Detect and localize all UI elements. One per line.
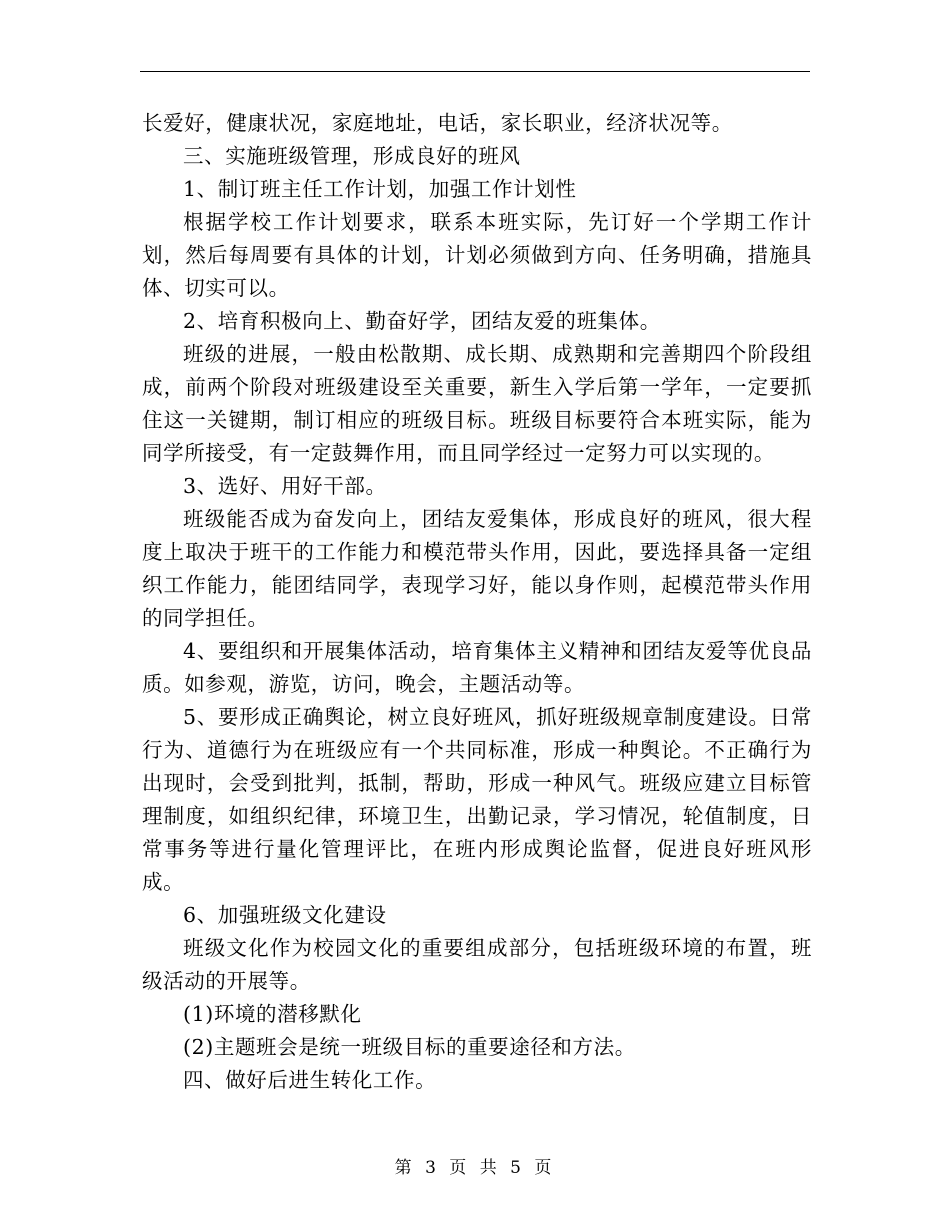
section-heading: 四、做好后进生转化工作。	[183, 1068, 437, 1092]
list-item: (2)主题班会是统一班级目标的重要途径和方法。	[183, 1035, 636, 1059]
paragraph: 4、要组织和开展集体活动，培育集体主义精神和团结友爱等优良品质。如参观，游览，访问，晚会，主题活动等。	[142, 639, 812, 696]
paragraph: 长爱好，健康状况，家庭地址，电话，家长职业，经济状况等。	[142, 111, 733, 135]
paragraph: 班级能否成为奋发向上，团结友爱集体，形成良好的班风，很大程度上取决于班干的工作能力和模范带头作用，因此，要选择具备一定组织工作能力，能团结同学，表现学习好，能以身作则，起模范带头作用的同学担任。	[142, 507, 812, 630]
page-number-footer: 第 3 页 共 5 页	[394, 1158, 556, 1178]
subheading: 6、加强班级文化建设	[183, 903, 387, 927]
section-heading: 三、实施班级管理，形成良好的班风	[183, 144, 521, 168]
subheading: 1、制订班主任工作计划，加强工作计划性	[183, 177, 577, 201]
document-body	[142, 107, 812, 1097]
subheading: 3、选好、用好干部。	[183, 474, 387, 498]
subheading: 2、培育积极向上、勤奋好学，团结友爱的班集体。	[183, 309, 661, 333]
list-item: (1)环境的潜移默化	[183, 1002, 362, 1026]
paragraph: 根据学校工作计划要求，联系本班实际，先订好一个学期工作计划，然后每周要有具体的计划，计划必须做到方向、任务明确，措施具体、切实可以。	[142, 210, 812, 300]
paragraph: 5、要形成正确舆论，树立良好班风，抓好班级规章制度建设。日常行为、道德行为在班级应有一个共同标准，形成一种舆论。不正确行为出现时，会受到批判，抵制，帮助，形成一种风气。班级应建立目标管理制度，如组织纪律，环境卫生，出勤记录，学习情况，轮值制度，日常事务等进行量化管理评比，在班内形成舆论监督，促进良好班风形成。	[142, 705, 812, 894]
paragraph: 班级文化作为校园文化的重要组成部分，包括班级环境的布置，班级活动的开展等。	[142, 936, 812, 993]
paragraph: 班级的进展，一般由松散期、成长期、成熟期和完善期四个阶段组成，前两个阶段对班级建设至关重要，新生入学后第一学年，一定要抓住这一关键期，制订相应的班级目标。班级目标要符合本班实际，能为同学所接受，有一定鼓舞作用，而且同学经过一定努力可以实现的。	[142, 342, 812, 465]
header-rule	[140, 71, 810, 72]
